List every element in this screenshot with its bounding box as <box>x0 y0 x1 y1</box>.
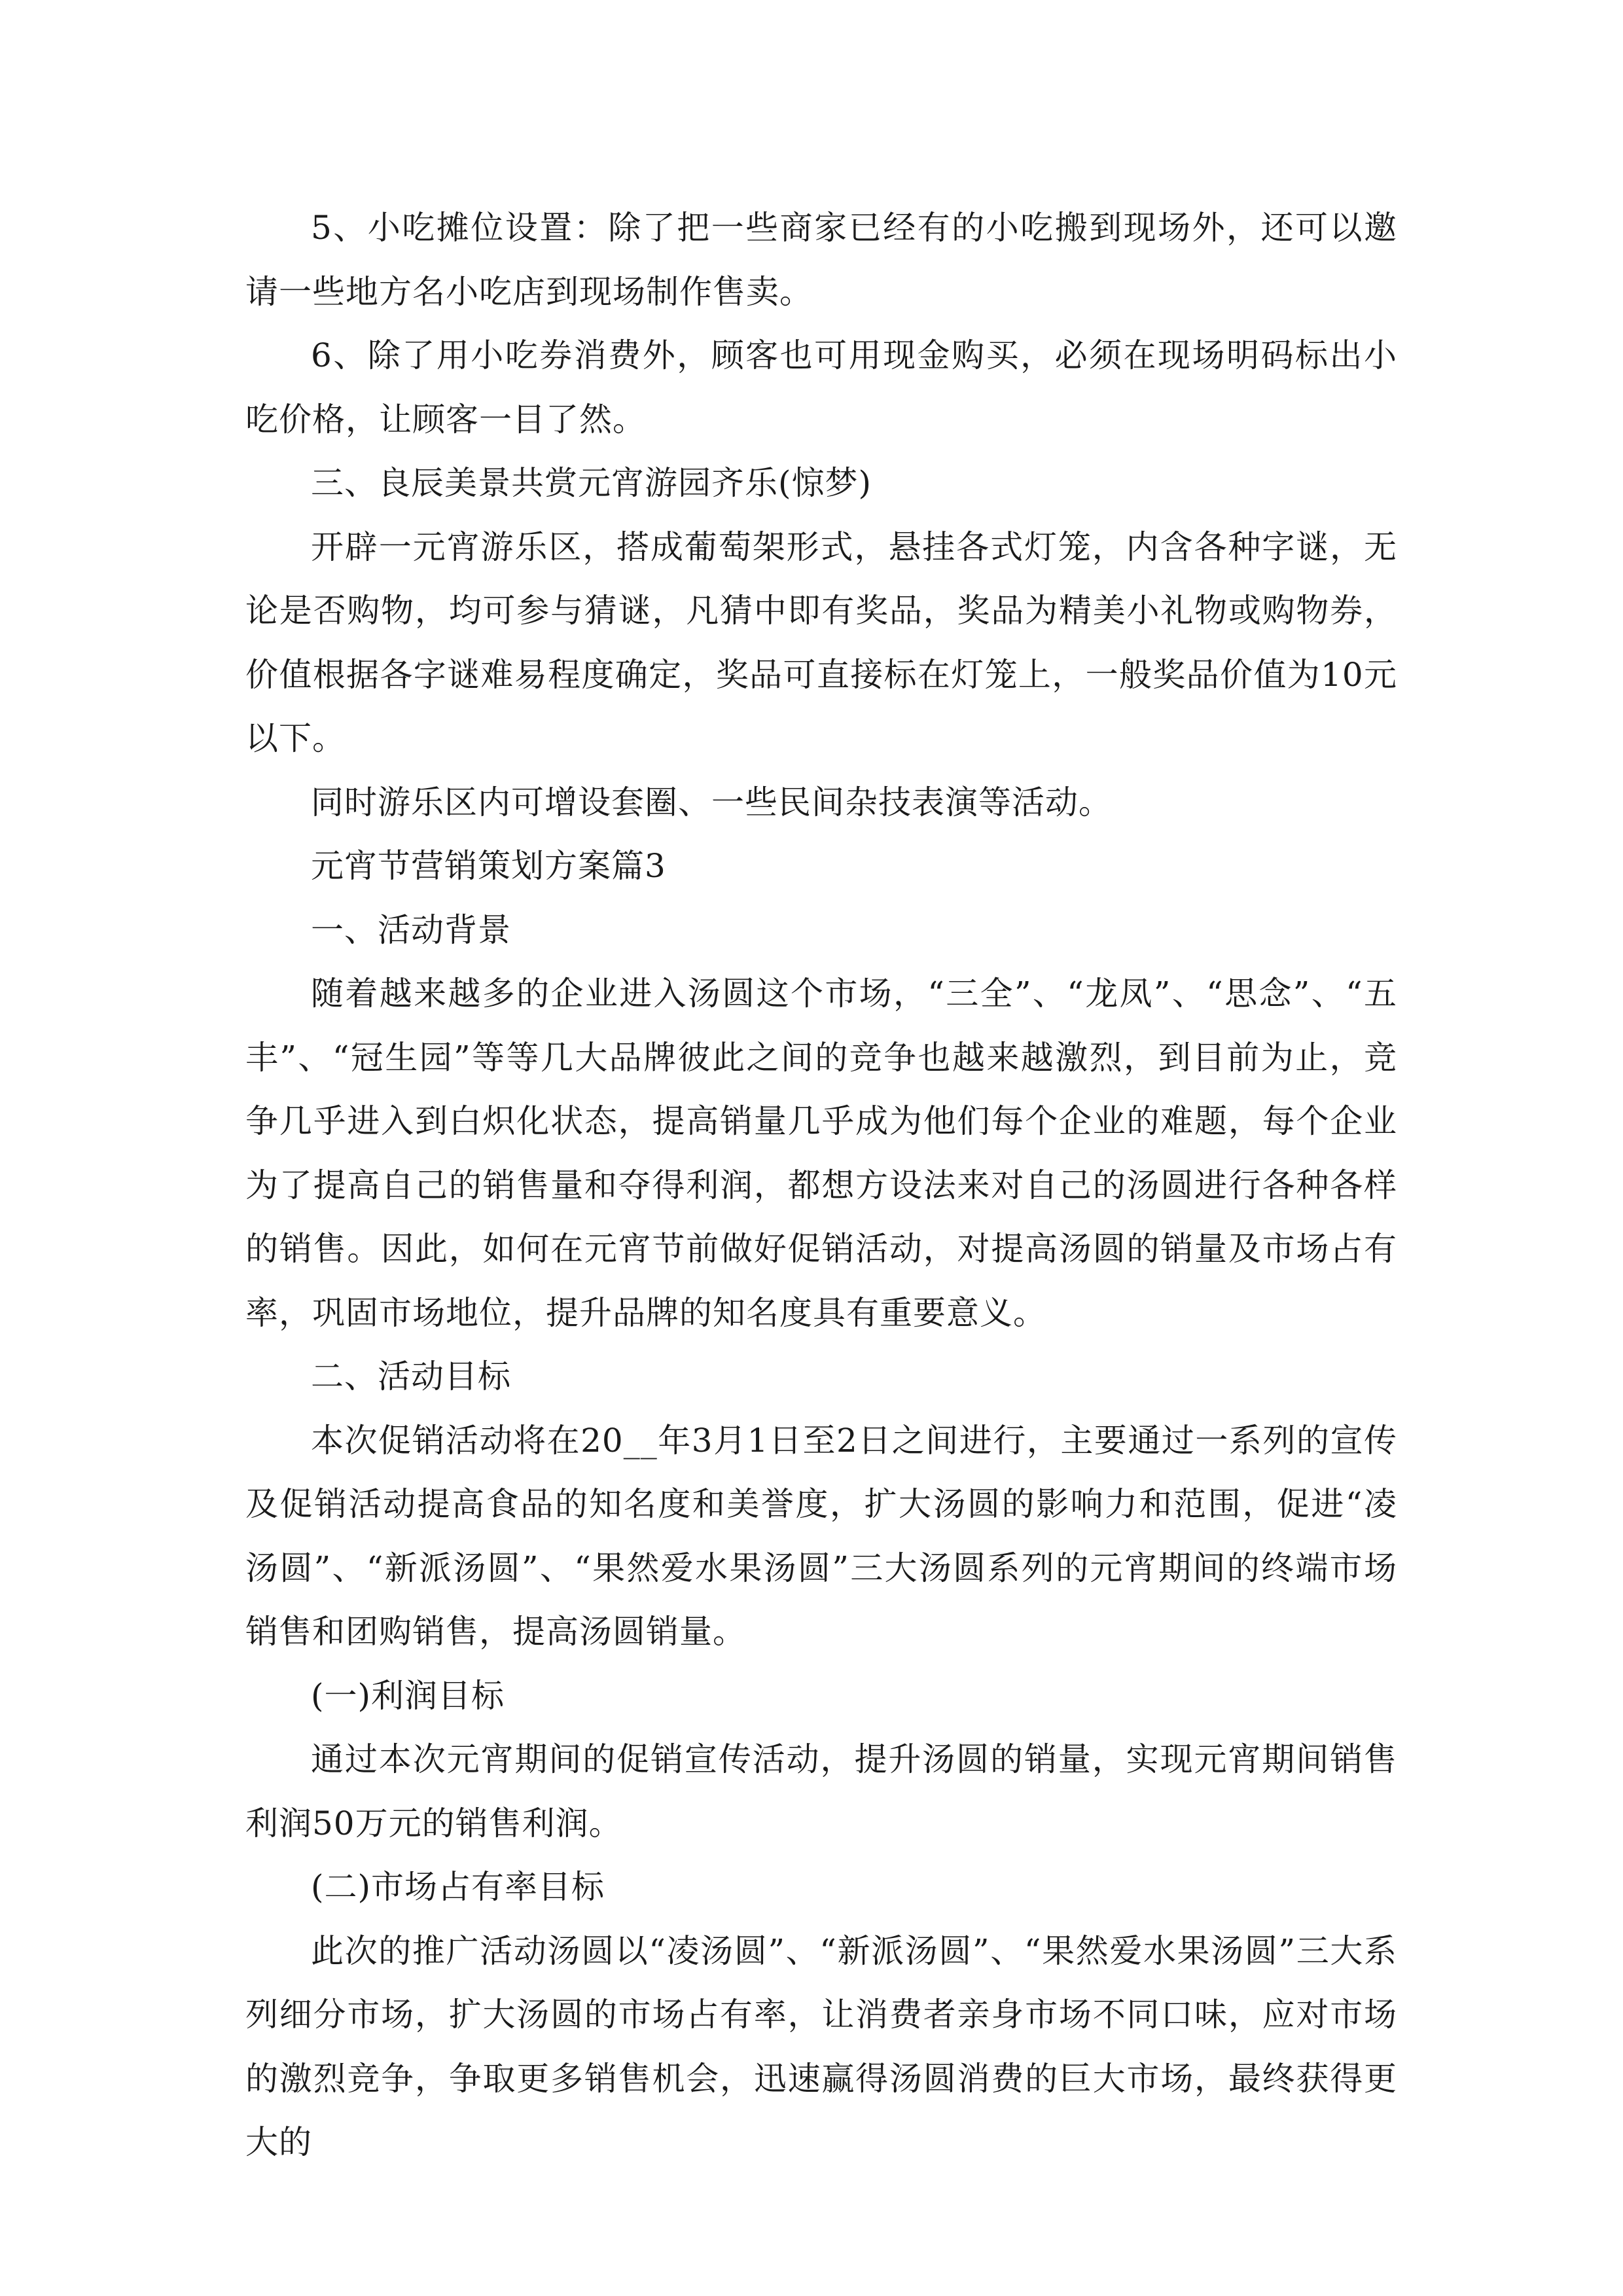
document-body <box>245 196 1397 2175</box>
paragraph-goals: 本次促销活动将在20__年3月1日至2日之间进行，主要通过一系列的宣传及促销活动提高食品的知名度和美誉度，扩大汤圆的影响力和范围，促进“凌汤圆”、“新派汤圆”、“果然爱水果汤圆”三大汤圆系列的元宵期间的终端市场销售和团购销售，提高汤圆销量。 <box>245 1421 1397 1651</box>
paragraph-market-share-goal: 此次的推广活动汤圆以“凌汤圆”、“新派汤圆”、“果然爱水果汤圆”三大系列细分市场，扩大汤圆的市场占有率，让消费者亲身市场不同口味，应对市场的激烈竞争，争取更多销售机会，迅速赢得汤圆消费的巨大市场，最终获得更大的 <box>245 1931 1397 2161</box>
section-heading-lantern-garden: 三、良辰美景共赏元宵游园齐乐(惊梦) <box>311 464 872 502</box>
plan-title-part-3: 元宵节营销策划方案篇3 <box>311 847 666 885</box>
paragraph-cash-purchase: 6、除了用小吃券消费外，顾客也可用现金购买，必须在现场明码标出小吃价格，让顾客一目了然。 <box>245 336 1397 439</box>
paragraph-snack-stalls: 5、小吃摊位设置：除了把一些商家已经有的小吃搬到现场外，还可以邀请一些地方名小吃店到现场制作售卖。 <box>245 209 1397 311</box>
paragraph-extra-activities: 同时游乐区内可增设套圈、一些民间杂技表演等活动。 <box>311 783 1112 821</box>
subheading-profit-goal: (一)利润目标 <box>311 1676 505 1715</box>
paragraph-lantern-riddles: 开辟一元宵游乐区，搭成葡萄架形式，悬挂各式灯笼，内含各种字谜，无论是否购物，均可参与猜谜，凡猜中即有奖品，奖品为精美小礼物或购物券，价值根据各字谜难易程度确定，奖品可直接标在灯笼上，一般奖品价值为10元以下。 <box>245 528 1397 757</box>
paragraph-profit-goal: 通过本次元宵期间的促销宣传活动，提升汤圆的销量，实现元宵期间销售利润50万元的销售利润。 <box>245 1740 1397 1842</box>
paragraph-background: 随着越来越多的企业进入汤圆这个市场，“三全”、“龙凤”、“思念”、“五丰”、“冠生园”等等几大品牌彼此之间的竞争也越来越激烈，到目前为止，竞争几乎进入到白炽化状态，提高销量几乎成为他们每个企业的难题，每个企业为了提高自己的销售量和夺得利润，都想方设法来对自己的汤圆进行各种各样的销售。因此，如何在元宵节前做好促销活动，对提高汤圆的销量及市场占有率，巩固市场地位，提升品牌的知名度具有重要意义。 <box>245 975 1397 1332</box>
section-heading-background: 一、活动背景 <box>311 910 511 949</box>
section-heading-goals: 二、活动目标 <box>311 1357 511 1395</box>
subheading-market-share-goal: (二)市场占有率目标 <box>311 1868 605 1906</box>
